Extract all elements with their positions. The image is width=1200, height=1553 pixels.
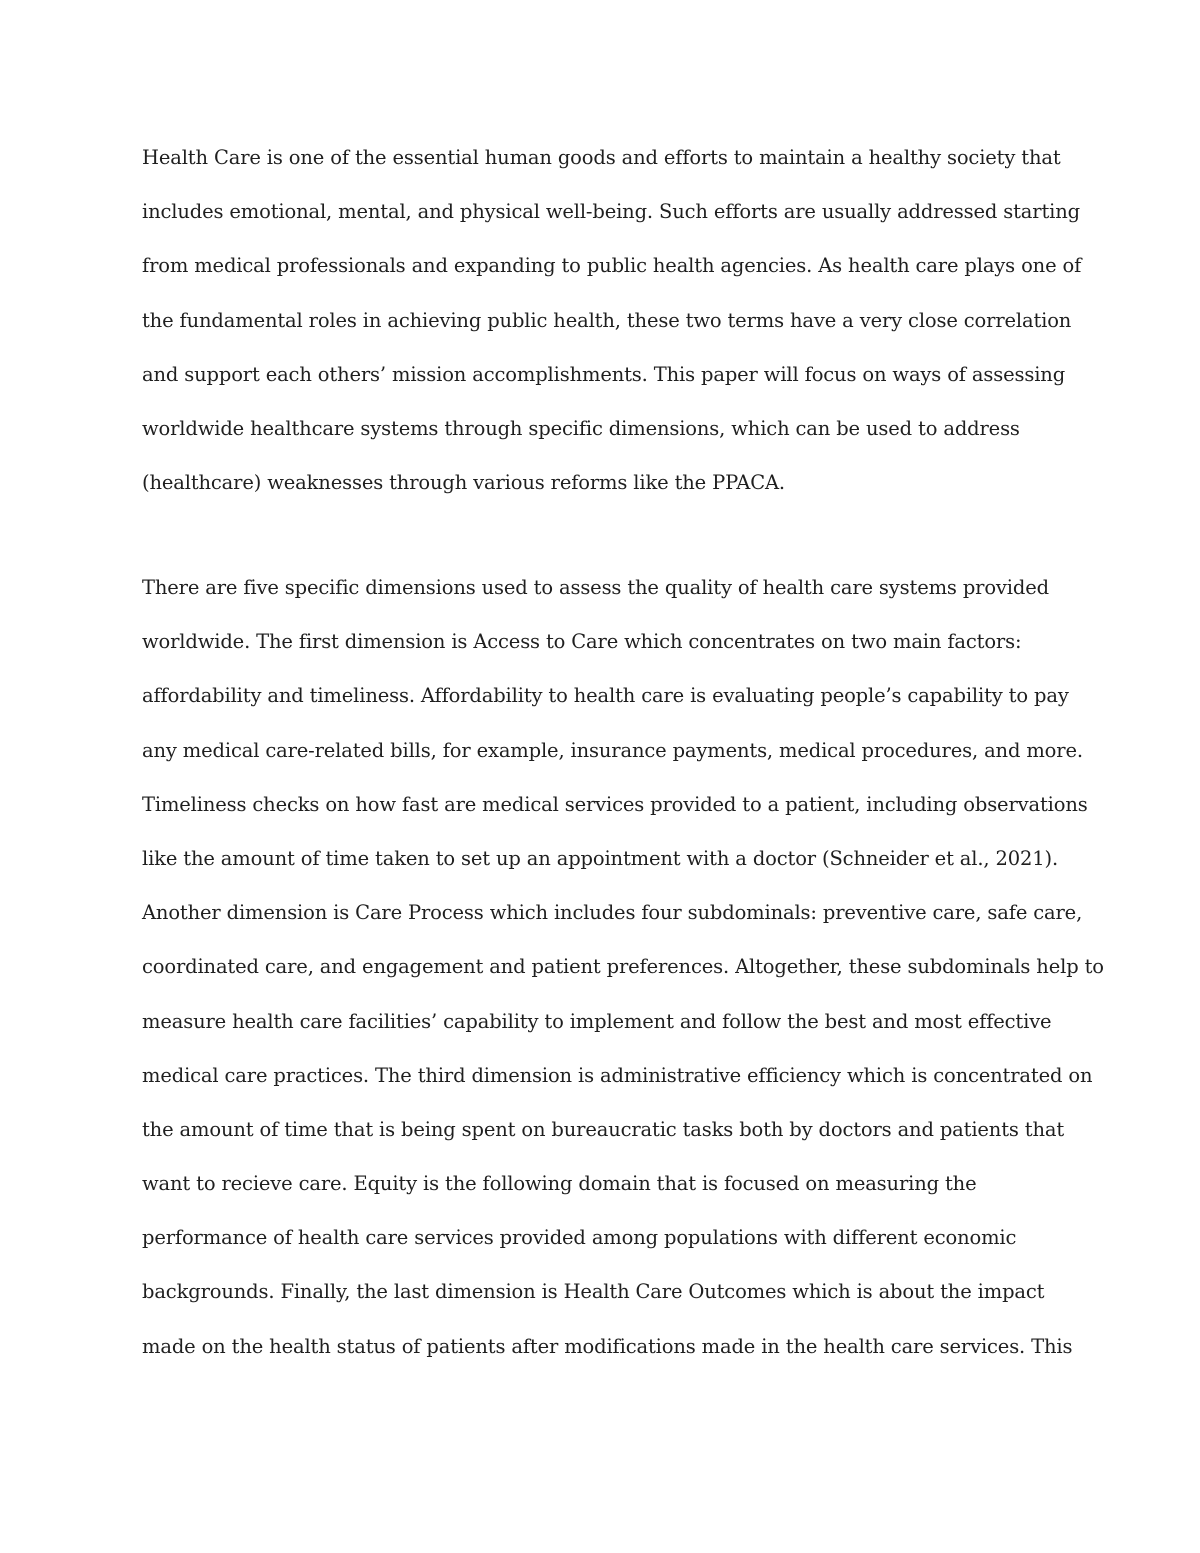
paragraph-line: (healthcare) weaknesses through various reforms like the PPACA.: [142, 471, 785, 495]
paragraph-line: Timeliness checks on how fast are medical services provided to a patient, including observations: [142, 792, 1088, 816]
paragraph-line: performance of health care services provided among populations with different economic: [142, 1226, 1017, 1250]
paragraph-line: Another dimension is Care Process which includes four subdominals: preventive care, safe care,: [142, 901, 1083, 925]
paragraph-line: There are five specific dimensions used to assess the quality of health care systems provided: [142, 576, 1049, 599]
paragraph-line: Health Care is one of the essential human goods and efforts to maintain a healthy society that: [142, 146, 1061, 169]
paragraph-line: made on the health status of patients after modifications made in the health care services. This: [142, 1334, 1073, 1358]
paragraph-line: coordinated care, and engagement and patient preferences. Altogether, these subdominals help to: [142, 955, 1104, 979]
paragraph-line: affordability and timeliness. Affordability to health care is evaluating people’s capability to pay: [142, 684, 1069, 708]
paragraph-line: and support each others’ mission accomplishments. This paper will focus on ways of assessing: [142, 362, 1066, 386]
paragraph-line: the fundamental roles in achieving public health, these two terms have a very close correlation: [142, 308, 1072, 332]
paragraph-introduction: [142, 131, 1082, 510]
paragraph-line: backgrounds. Finally, the last dimension is Health Care Outcomes which is about the impact: [142, 1280, 1045, 1304]
paragraph-line: the amount of time that is being spent on bureaucratic tasks both by doctors and patients that: [142, 1117, 1065, 1141]
paragraph-line: like the amount of time taken to set up an appointment with a doctor (Schneider et al., 2021).: [142, 846, 1059, 870]
paragraph-line: measure health care facilities’ capability to implement and follow the best and most effective: [142, 1009, 1052, 1033]
paragraph-line: worldwide healthcare systems through specific dimensions, which can be used to address: [142, 416, 1020, 440]
paragraph-dimensions: [142, 561, 1104, 1374]
paragraph-line: includes emotional, mental, and physical well-being. Such efforts are usually addressed starting: [142, 200, 1080, 224]
paragraph-line: medical care practices. The third dimension is administrative efficiency which is concentrated on: [142, 1063, 1093, 1087]
paragraph-line: from medical professionals and expanding to public health agencies. As health care plays one of: [142, 254, 1082, 278]
paragraph-line: want to recieve care. Equity is the following domain that is focused on measuring the: [142, 1172, 977, 1196]
paragraph-line: worldwide. The first dimension is Access to Care which concentrates on two main factors:: [142, 630, 1022, 654]
paragraph-line: any medical care-related bills, for example, insurance payments, medical procedures, and more.: [142, 738, 1083, 762]
